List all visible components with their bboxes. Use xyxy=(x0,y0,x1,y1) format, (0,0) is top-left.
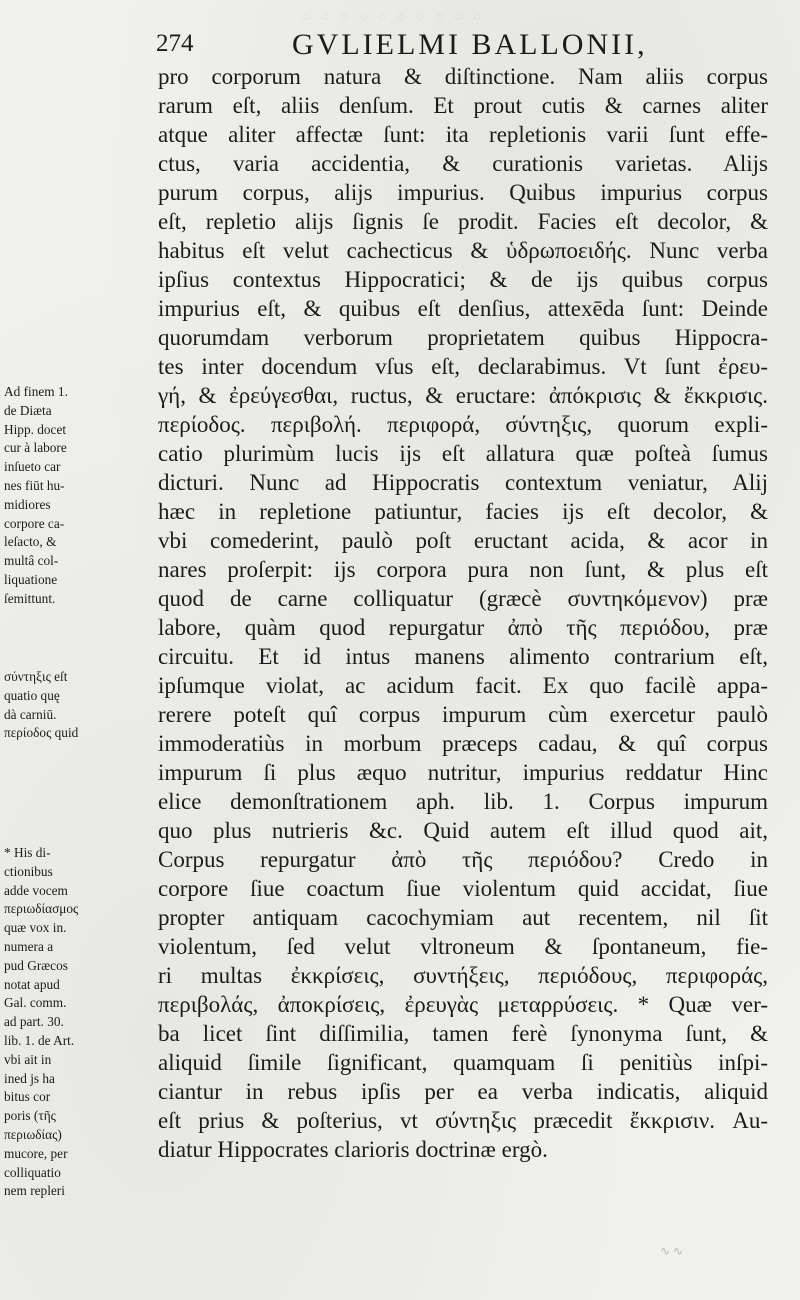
text-line: quod de carne colliquatur (græcè συντηκόμενον) præ xyxy=(158,586,768,611)
margin-note-line: poris (τῆς xyxy=(4,1108,56,1124)
text-line: quo plus nutrieris &c. Quid autem eſt illud quod ait, xyxy=(158,818,768,843)
page-number: 274 xyxy=(156,30,194,57)
margin-note-line: ctionibus xyxy=(4,863,53,879)
text-line: ri multas ἐκκρίσεις, συντήξεις, περιόδους, περιφοράς, xyxy=(158,963,768,988)
text-line: corpore ſiue coactum ſiue violentum quid accidat, ſiue xyxy=(158,876,768,901)
page-header xyxy=(150,22,770,66)
margin-note-line: lib. 1. de Art. xyxy=(4,1032,75,1048)
text-line: tes inter docendum vſus eſt, declarabimus. Vt ſunt ἐρευ- xyxy=(158,354,768,379)
margin-note-line: corpore ca- xyxy=(4,515,65,531)
margin-note-line: Hipp. docet xyxy=(4,421,67,437)
margin-note-line: pud Græcos xyxy=(4,957,68,973)
margin-note-line: numera a xyxy=(4,938,54,954)
text-line: dicturi. Nunc ad Hippocratis contextum veniatur, Alij xyxy=(158,470,768,495)
margin-note-line: σύντηξις eſt xyxy=(4,669,68,684)
text-line: rerere poteſt quî corpus impurum cùm exercetur paulò xyxy=(158,702,768,727)
margin-note-line: liquatione xyxy=(4,571,58,587)
text-line: γή, & ἐρεύγεσθαι, ructus, & eructare: ἀπόκρισις & ἔκκρισις. xyxy=(158,383,768,408)
margin-note-line: ſemittunt. xyxy=(4,590,56,606)
text-line: nares proſerpit: ijs corpora pura non ſunt, & plus eſt xyxy=(158,557,768,582)
margin-note-line: vbi ait in xyxy=(4,1051,52,1067)
text-line: diatur Hippocrates clarioris doctrinæ ergò. xyxy=(158,1137,548,1162)
margin-note-line: leſacto, & xyxy=(4,534,57,550)
text-line: eſt, repletio alijs ſignis ſe prodit. Facies eſt decolor, & xyxy=(158,209,768,234)
text-line: propter antiquam cacochymiam aut recentem, nil ſit xyxy=(158,905,768,930)
margin-note-line: bitus cor xyxy=(4,1089,51,1105)
text-line: elice demonſtrationem aph. lib. 1. Corpus impurum xyxy=(158,789,768,814)
bleed-through-shadow: ∿ ∿ xyxy=(660,1244,684,1258)
text-line: hæc in repletione patiuntur, facies ijs eſt decolor, & xyxy=(158,499,768,524)
text-line: aliquid ſimile ſignificant, quamquam ſi penitiùs inſpi- xyxy=(158,1050,768,1075)
running-head: GVLIELMI BALLONII, xyxy=(292,28,648,61)
margin-note-line: ad part. 30. xyxy=(4,1014,64,1030)
margin-note-line: nem repleri xyxy=(4,1183,65,1199)
text-line: ba licet ſint diſſimilia, tamen ferè ſynonyma ſunt, & xyxy=(158,1021,768,1046)
margin-note-line: adde vocem xyxy=(4,882,68,898)
margin-note-line: quatio quę xyxy=(4,687,60,703)
margin-note-line: dà carniū. xyxy=(4,706,57,722)
margin-note-line: περίοδος quid xyxy=(4,725,79,741)
margin-note-line: cur à labore xyxy=(4,440,67,456)
text-line: catio plurimùm lucis ijs eſt allatura quæ poſteà ſumus xyxy=(158,441,768,466)
margin-note-line: Gal. comm. xyxy=(4,995,67,1011)
text-line: circuitu. Et id intus manens alimento contrarium eſt, xyxy=(158,644,768,669)
margin-note-diaeta xyxy=(4,383,152,609)
margin-note-line: nes fiūt hu- xyxy=(4,477,65,493)
text-line: περιβολάς, ἀποκρίσεις, ἐρευγὰς μεταρρύσεις. * Quæ ver- xyxy=(158,992,768,1017)
margin-note-line: de Diæta xyxy=(4,402,52,418)
text-line: impurius eſt, & quibus eſt denſius, attexēda ſunt: Deinde xyxy=(158,296,768,321)
text-line: immoderatiùs in morbum præceps cadau, & quî corpus xyxy=(158,731,768,756)
margin-note-line: quæ vox in. xyxy=(4,920,67,936)
margin-note-line: multâ col- xyxy=(4,553,59,569)
main-text-column xyxy=(158,62,768,1164)
text-line: pro corporum natura & diſtinctione. Nam aliis corpus xyxy=(158,64,768,89)
margin-note-line: inſueto car xyxy=(4,459,61,475)
margin-note-line: ined js ha xyxy=(4,1070,55,1086)
text-line: rarum eſt, aliis denſum. Et prout cutis & carnes aliter xyxy=(158,93,768,118)
text-line: violentum, ſed velut vltroneum & ſpontaneum, fie- xyxy=(158,934,768,959)
margin-note-line: mucore, per xyxy=(4,1145,68,1161)
text-line: ctus, varia accidentia, & curationis varietas. Alijs xyxy=(158,151,768,176)
text-line: purum corpus, alijs impurius. Quibus impurius corpus xyxy=(158,180,768,205)
text-line: ipſius contextus Hippocratici; & de ijs quibus corpus xyxy=(158,267,768,292)
text-line: atque aliter affectæ ſunt: ita repletionis varii ſunt effe- xyxy=(158,122,768,147)
margin-note-line: περιωδίας) xyxy=(4,1126,62,1142)
text-line: περίοδος. περιβολή. περιφορά, σύντηξις, quorum expli- xyxy=(158,412,768,437)
text-line: habitus eſt velut cachecticus & ὑδρωποειδής. Nunc verba xyxy=(158,238,768,263)
margin-note-line: Ad finem 1. xyxy=(4,384,68,399)
text-line: impurum ſi plus æquo nutritur, impurius reddatur Hinc xyxy=(158,760,768,785)
text-line: labore, quàm quod repurgatur ἀπὸ τῆς περιόδου, præ xyxy=(158,615,768,640)
margin-note-line: περιωδίασμος xyxy=(4,901,79,917)
margin-note-line: * His di- xyxy=(4,845,51,860)
text-line: ciantur in rebus ipſis per ea verba indicatis, aliquid xyxy=(158,1079,768,1104)
margin-note-line: notat apud xyxy=(4,976,60,992)
margin-note-line: midiores xyxy=(4,496,51,512)
margin-note-syntexis xyxy=(4,668,152,743)
text-line: Corpus repurgatur ἀπὸ τῆς περιόδου? Credo in xyxy=(158,847,768,872)
text-line: eſt prius & poſterius, vt σύντηξις præcedit ἔκκρισιν. Au- xyxy=(158,1108,768,1133)
margin-note-his-dictionibus xyxy=(4,844,152,1201)
text-line: quorumdam verborum proprietatem quibus Hippocra- xyxy=(158,325,768,350)
text-line: ipſumque violat, ac acidum facit. Ex quo facilè appa- xyxy=(158,673,768,698)
text-line: vbi comederint, paulò poſt eructant acida, & acor in xyxy=(158,528,768,553)
margin-note-line: colliquatio xyxy=(4,1164,61,1180)
bleed-through-shadow: ◦◦◦◦◦◦◦◦◦◦ xyxy=(300,6,490,31)
